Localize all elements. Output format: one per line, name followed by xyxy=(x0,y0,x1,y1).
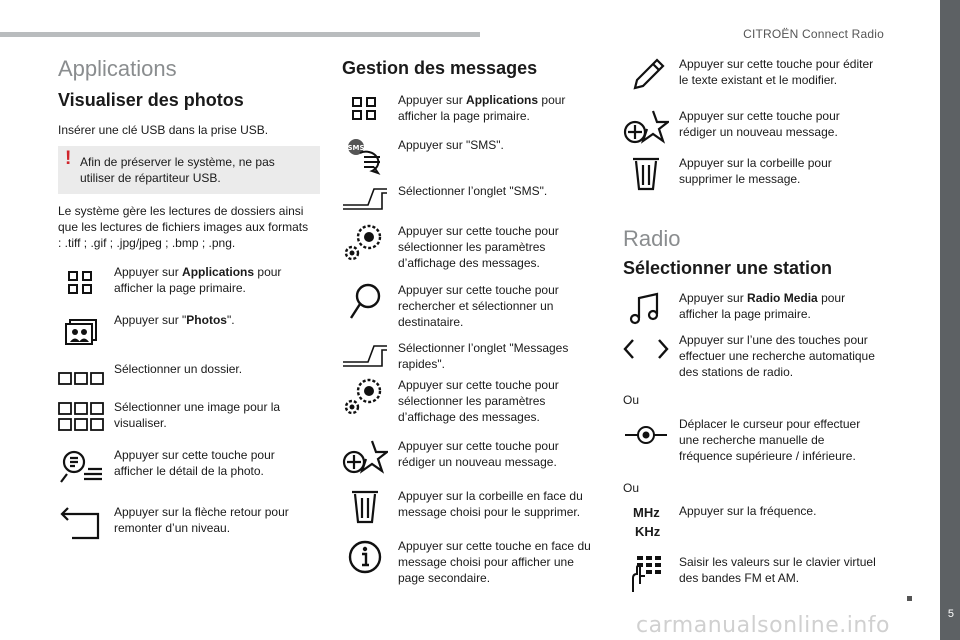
trash-icon xyxy=(342,488,388,526)
item-text: Appuyer sur cette touche pour rédiger un nouveau message. xyxy=(679,109,840,139)
khz-label: KHz xyxy=(635,524,661,539)
new-message-icon xyxy=(342,438,388,476)
or-text: Ou xyxy=(623,393,640,407)
tab-icon xyxy=(342,340,388,378)
photos-icon xyxy=(58,312,104,350)
item-text: Déplacer le curseur pour effectuer une recherche manuelle de fréquence supérieure / inférieure. xyxy=(679,417,861,463)
item-text: Appuyer sur l’une des touches pour effectuer une recherche automatique des stations de radio. xyxy=(679,333,875,379)
sms-icon xyxy=(342,137,388,175)
formats-text: Le système gère les lectures de dossiers ainsi que les lectures de fichiers images aux formats : .tiff ; .gif ; .jpg/jpeg ; .bmp ; .png. xyxy=(58,204,309,250)
slider-icon xyxy=(623,416,669,454)
item-text: Appuyer sur la fréquence. xyxy=(679,504,817,518)
detail-zoom-icon xyxy=(58,447,104,485)
chevrons-icon xyxy=(623,332,669,370)
svg-text:SMS: SMS xyxy=(347,144,365,152)
item-text: Appuyer sur cette touche pour rédiger un nouveau message. xyxy=(398,439,559,469)
tab-icon xyxy=(342,183,388,221)
intro-text: Insérer une clé USB dans la prise USB. xyxy=(58,123,269,137)
item-text: Appuyer sur "SMS". xyxy=(398,138,504,152)
mhz-label: MHz xyxy=(633,505,660,520)
item-text: Sélectionner une image pour la visualiser. xyxy=(114,400,281,430)
page-number: 5 xyxy=(947,608,954,620)
item-text: Appuyer sur cette touche pour sélectionner les paramètres d’affichage des messages. xyxy=(398,224,559,270)
keypad-icon xyxy=(623,554,669,592)
section-title-photos: Visualiser des photos xyxy=(58,90,244,110)
chapter-title-radio: Radio xyxy=(623,226,681,251)
item-text: Appuyer sur Applications pour afficher la page primaire. xyxy=(398,93,566,123)
or-text: Ou xyxy=(623,481,640,495)
item-text: Sélectionner l’onglet "Messages rapides". xyxy=(398,341,569,371)
folder-row-icon xyxy=(58,361,104,399)
image-grid-icon xyxy=(58,399,104,437)
item-text: Appuyer sur cette touche pour rechercher et sélectionner un destinataire. xyxy=(398,283,559,329)
grid-icon xyxy=(342,92,388,130)
item-text: Appuyer sur cette touche en face du message choisi pour afficher une page secondaire. xyxy=(398,539,591,585)
item-text: Saisir les valeurs sur le clavier virtuel des bandes FM et AM. xyxy=(679,555,876,585)
settings-icon xyxy=(342,377,388,415)
item-text: Appuyer sur cette touche pour sélectionner les paramètres d’affichage des messages. xyxy=(398,378,559,424)
item-text: Appuyer sur la corbeille en face du message choisi pour le supprimer. xyxy=(398,489,583,519)
grid-icon xyxy=(58,264,104,302)
item-text: Sélectionner un dossier. xyxy=(114,362,243,376)
warning-icon: ! xyxy=(65,148,72,169)
mhz-khz-icon xyxy=(623,503,669,543)
info-icon xyxy=(342,538,388,576)
item-text: Appuyer sur Applications pour afficher la page primaire. xyxy=(114,265,282,295)
settings-icon xyxy=(342,223,388,261)
chapter-title: Applications xyxy=(58,56,177,81)
search-icon xyxy=(342,282,388,320)
item-text: Appuyer sur cette touche pour afficher le détail de la photo. xyxy=(114,448,275,478)
continue-marker xyxy=(907,596,912,601)
music-note-icon xyxy=(623,290,669,328)
item-text: Sélectionner l’onglet "SMS". xyxy=(398,184,548,198)
warning-text: Afin de préserver le système, ne pas utiliser de répartiteur USB. xyxy=(80,155,275,185)
item-text: Appuyer sur la flèche retour pour remonter d’un niveau. xyxy=(114,505,289,535)
section-title-station: Sélectionner une station xyxy=(623,258,833,278)
back-arrow-icon xyxy=(58,504,104,542)
item-text: Appuyer sur cette touche pour éditer le texte existant et le modifier. xyxy=(679,57,874,87)
item-text: Appuyer sur Radio Media pour afficher la page primaire. xyxy=(679,291,846,321)
item-text: Appuyer sur la corbeille pour supprimer le message. xyxy=(679,156,832,186)
warning-box xyxy=(58,146,320,194)
trash-icon xyxy=(623,155,669,193)
header-title: CITROËN Connect Radio xyxy=(743,27,884,41)
page-sidebar xyxy=(940,0,960,640)
watermark: carmanualsonline.info xyxy=(636,613,890,638)
section-title-messages: Gestion des messages xyxy=(342,58,538,78)
top-rule xyxy=(0,32,480,37)
new-message-icon xyxy=(623,108,669,146)
item-text: Appuyer sur "Photos". xyxy=(114,313,235,327)
pencil-icon xyxy=(623,56,669,94)
